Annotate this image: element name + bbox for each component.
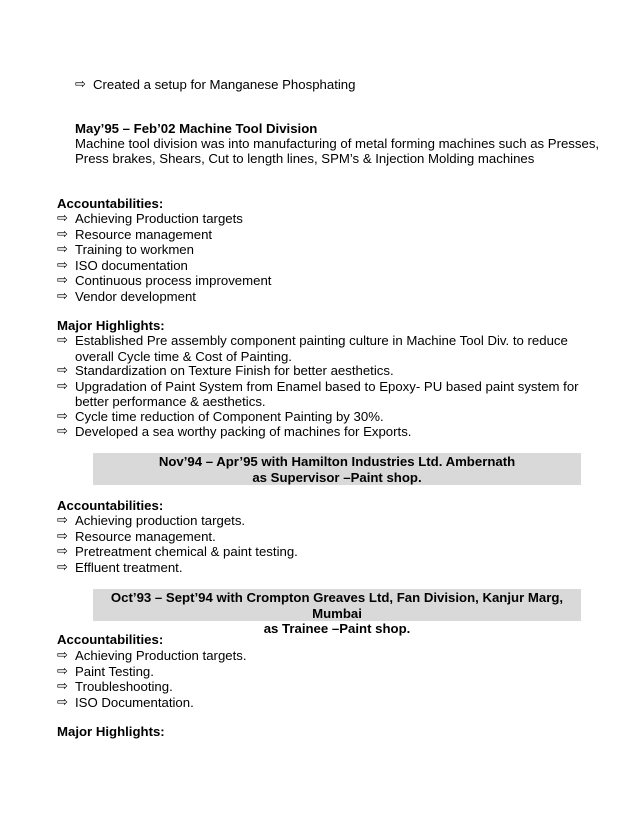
list-item <box>57 333 588 364</box>
arrow-icon: ⇨ <box>57 648 68 663</box>
arrow-icon: ⇨ <box>57 363 68 379</box>
list-item-text: Effluent treatment. <box>75 559 183 575</box>
list-item-text: Pretreatment chemical & paint testing. <box>75 544 298 560</box>
list-item <box>57 242 588 258</box>
list-item-text: Developed a sea worthy packing of machines for Exports. <box>75 424 412 440</box>
list-item <box>57 648 588 664</box>
arrow-icon: ⇨ <box>57 679 68 695</box>
arrow-icon: ⇨ <box>57 333 68 348</box>
list-item-text: Achieving Production targets. <box>75 648 247 663</box>
list-item <box>57 379 588 410</box>
list-item-text: Standardization on Texture Finish for better aesthetics. <box>75 363 394 379</box>
section-heading: Accountabilities: <box>57 196 164 211</box>
list-item <box>57 227 588 243</box>
list-item <box>57 560 588 576</box>
section-heading: Accountabilities: <box>57 498 164 513</box>
banner-line: Oct’93 – Sept’94 with Crompton Greaves Ltd, Fan Division, Kanjur Marg, Mumbai <box>110 590 564 621</box>
list-item-text: Continuous process improvement <box>75 273 272 289</box>
section-heading: Major Highlights: <box>57 724 165 739</box>
arrow-icon: ⇨ <box>75 77 86 92</box>
section-heading: Accountabilities: <box>57 632 164 647</box>
list-item <box>57 679 588 695</box>
list-item <box>57 695 588 711</box>
arrow-icon: ⇨ <box>57 409 68 424</box>
arrow-icon: ⇨ <box>57 273 68 289</box>
list-item <box>57 289 588 305</box>
list-item-text: Achieving production targets. <box>75 513 246 528</box>
arrow-icon: ⇨ <box>57 242 68 258</box>
employment-banner <box>93 589 581 637</box>
employment-banner <box>93 453 581 485</box>
arrow-icon: ⇨ <box>57 694 68 710</box>
job-description-line: Press brakes, Shears, Cut to length lines, SPM’s & Injection Molding machines <box>75 151 535 166</box>
list-item <box>57 363 588 379</box>
list-item-text: ISO documentation <box>75 257 188 273</box>
arrow-icon: ⇨ <box>57 663 68 679</box>
list-item <box>57 513 588 529</box>
banner-line: as Trainee –Paint shop. <box>263 621 411 637</box>
list-item-text: ISO Documentation. <box>75 694 194 710</box>
section-heading: Major Highlights: <box>57 318 165 333</box>
list-item <box>57 273 588 289</box>
list-item <box>57 258 588 274</box>
banner-line: as Supervisor –Paint shop. <box>252 469 422 485</box>
arrow-icon: ⇨ <box>57 257 68 273</box>
list-item-text: Established Pre assembly component painting culture in Machine Tool Div. to reduce <box>75 333 568 348</box>
list-item-text: better performance & aesthetics. <box>75 394 266 410</box>
arrow-icon: ⇨ <box>57 226 68 242</box>
list-item-text: Troubleshooting. <box>75 679 173 695</box>
list-item <box>57 544 588 560</box>
arrow-icon: ⇨ <box>57 424 68 440</box>
list-item-text: Paint Testing. <box>75 663 154 679</box>
arrow-icon: ⇨ <box>57 559 68 575</box>
list-item-text: Created a setup for Manganese Phosphating <box>93 77 356 92</box>
list-item <box>75 77 588 93</box>
list-item <box>57 424 588 440</box>
arrow-icon: ⇨ <box>57 289 68 304</box>
list-item <box>57 211 588 227</box>
list-item-text: Upgradation of Paint System from Enamel based to Epoxy- PU based paint system for <box>75 378 579 394</box>
list-item-text: Achieving Production targets <box>75 211 243 226</box>
list-item-text: Vendor development <box>75 289 196 304</box>
list-item <box>57 409 588 425</box>
list-item <box>57 529 588 545</box>
job-description-line: Machine tool division was into manufacturing of metal forming machines such as Presses, <box>75 136 600 151</box>
list-item <box>57 664 588 680</box>
arrow-icon: ⇨ <box>57 211 68 226</box>
arrow-icon: ⇨ <box>57 528 68 544</box>
list-item-text: Resource management <box>75 226 213 242</box>
job-heading: May’95 – Feb’02 Machine Tool Division <box>75 121 318 136</box>
banner-line: Nov’94 – Apr’95 with Hamilton Industries Ltd. Ambernath <box>158 454 516 469</box>
arrow-icon: ⇨ <box>57 378 68 394</box>
arrow-icon: ⇨ <box>57 544 68 560</box>
list-item-text: overall Cycle time & Cost of Painting. <box>75 348 292 364</box>
list-item-text: Resource management. <box>75 528 216 544</box>
list-item-text: Training to workmen <box>75 242 194 258</box>
arrow-icon: ⇨ <box>57 513 68 528</box>
list-item-text: Cycle time reduction of Component Painting by 30%. <box>75 409 384 424</box>
